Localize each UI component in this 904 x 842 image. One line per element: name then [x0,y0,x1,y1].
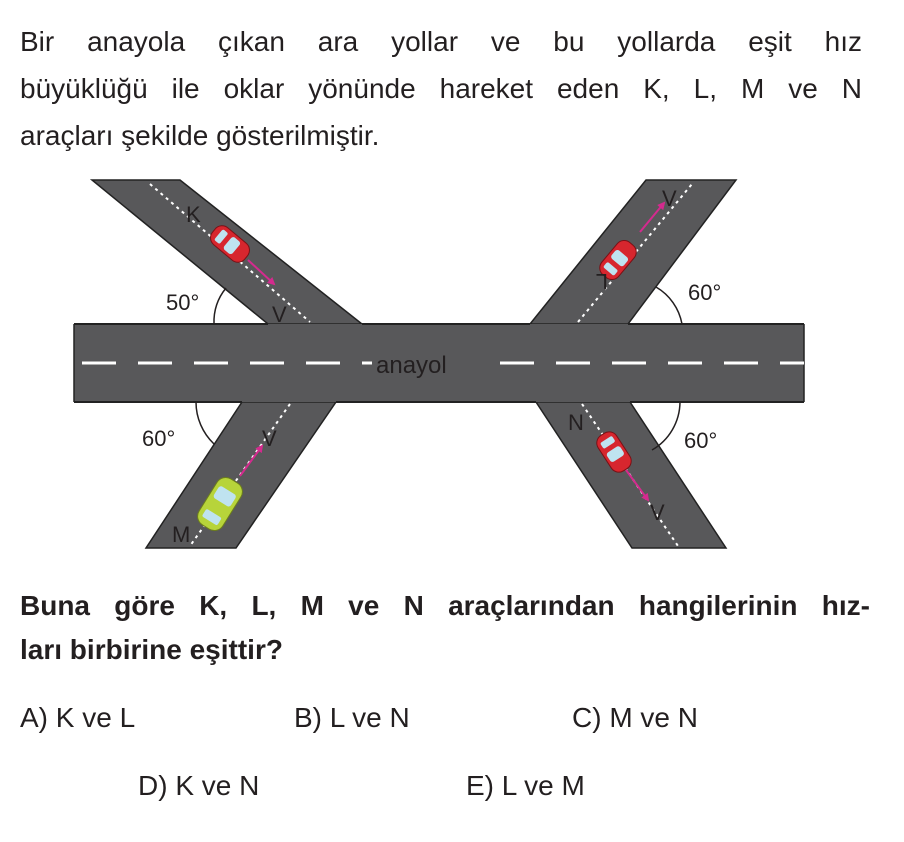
angle-label-m: 60° [142,426,176,451]
main-road [74,324,804,402]
vehicle-label-k: K [186,202,201,227]
angle-arc-k [214,288,226,324]
intro-line-3: araçları şekilde gösterilmiştir. [20,120,380,151]
main-road-label: anayol [376,352,447,379]
vehicle-label-l: L [595,269,608,294]
intro-line-1: Bir anayola çıkan ara yollar ve bu yollarda eşit hız [20,26,862,57]
question-intro [20,18,862,159]
intro-line-2: büyüklüğü ile oklar yönünde hareket eden K, L, M ve N [20,73,862,104]
option-b[interactable]: B) L ve N [294,702,410,733]
option-e[interactable]: E) L ve M [466,770,585,801]
angle-label-k: 50° [166,290,200,315]
question-line-2: ları birbirine eşittir? [20,634,283,665]
vehicle-label-n: N [568,410,584,435]
angle-arc-m [196,402,214,444]
side-road-n [536,402,726,548]
velocity-label-l: V [662,186,677,211]
velocity-label-n: V [650,500,665,525]
option-a[interactable]: A) K ve L [20,702,136,733]
angle-arc-l [656,287,682,324]
vehicle-label-m: M [172,522,191,547]
option-d[interactable]: D) K ve N [138,770,260,801]
velocity-label-m: V [262,426,277,451]
question-line-1: Buna göre K, L, M ve N araçlarından hangilerinin hız- [20,590,870,621]
angle-label-n: 60° [684,428,718,453]
angle-label-l: 60° [688,280,722,305]
option-c[interactable]: C) M ve N [572,702,698,733]
question-stem [20,584,870,672]
velocity-label-k: V [272,302,287,327]
road-diagram [0,170,904,560]
